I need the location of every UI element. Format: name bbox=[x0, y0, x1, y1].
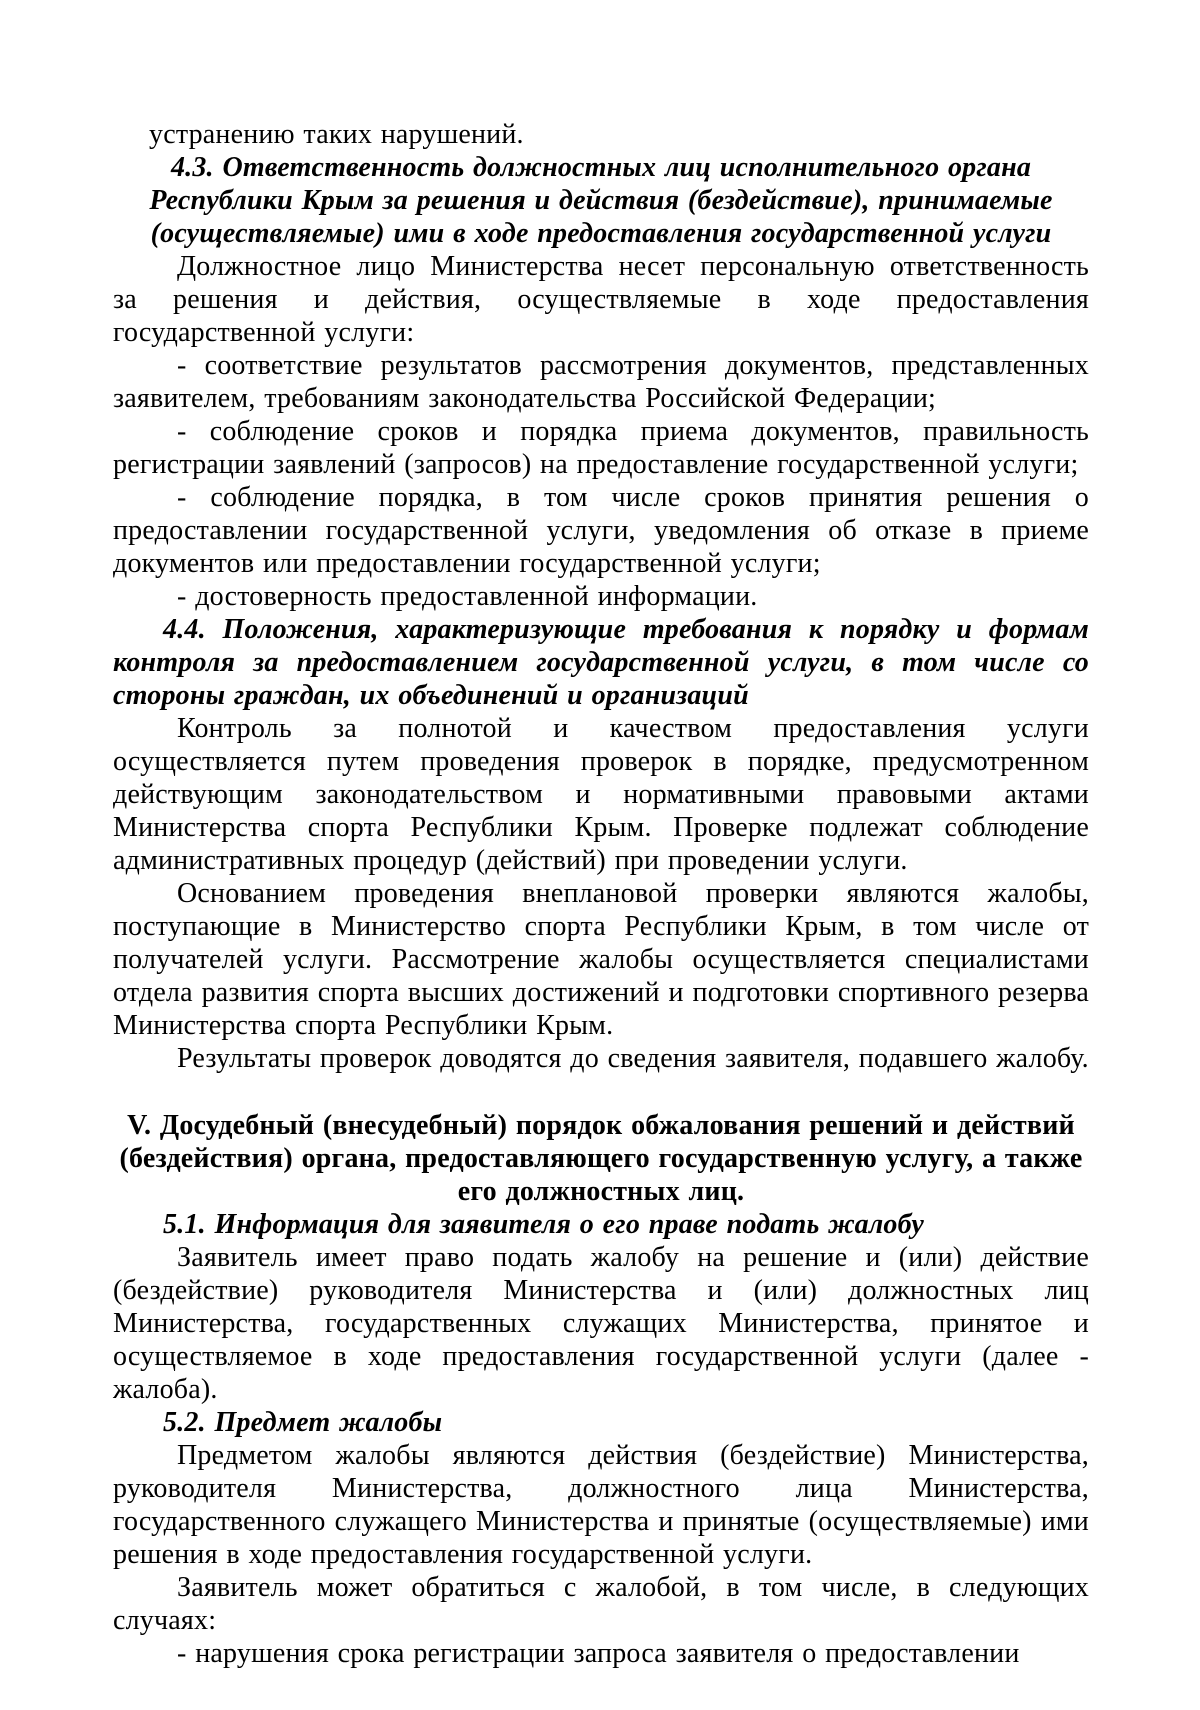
list-item-compliance-order: - соблюдение порядка, в том числе сроков принятия решения о предоставлении государственной услуги, уведомления об отказе в приеме документов или предоставлении государственной услуги; bbox=[113, 482, 1089, 579]
chapter-v-heading: V. Досудебный (внесудебный) порядок обжалования решений и действий (бездействия) органа, предоставляющего государственную услугу, а также его должностных лиц. bbox=[119, 1110, 1083, 1207]
body-paragraph-registration-violation: - нарушения срока регистрации запроса заявителя о предоставлении bbox=[177, 1638, 1020, 1669]
section-4-4-heading: 4.4. Положения, характеризующие требования к порядку и формам контроля за предоставлением государственной услуги, в том числе со стороны граждан, их объединений и организаций bbox=[113, 614, 1089, 711]
section-5-1-heading: 5.1. Информация для заявителя о его праве подать жалобу bbox=[163, 1209, 925, 1240]
body-paragraph-check-results: Результаты проверок доводятся до сведения заявителя, подавшего жалобу. bbox=[177, 1043, 1089, 1074]
document-content bbox=[113, 118, 1089, 1670]
paragraph-continuation: устранению таких нарушений. bbox=[149, 119, 524, 150]
list-item-information-accuracy: - достоверность предоставленной информации. bbox=[177, 581, 758, 612]
body-paragraph-unscheduled-check: Основанием проведения внеплановой проверки являются жалобы, поступающие в Министерство спорта Республики Крым, в том числе от получателей услуги. Рассмотрение жалобы осуществляется специалистами отдела развития спорта высших достижений и подготовки спортивного резерва Министерства спорта Республики Крым. bbox=[113, 878, 1089, 1041]
section-5-2-heading: 5.2. Предмет жалобы bbox=[163, 1407, 443, 1438]
body-paragraph-responsibility: Должностное лицо Министерства несет персональную ответственность за решения и действия, осуществляемые в ходе предоставления государственной услуги: bbox=[113, 251, 1089, 348]
body-paragraph-right-to-complain: Заявитель имеет право подать жалобу на решение и (или) действие (бездействие) руководителя Министерства и (или) должностных лиц Министерства, государственных служащих Министерства, принятое и осуществляемое в ходе предоставления государственной услуги (далее - жалоба). bbox=[113, 1242, 1089, 1405]
body-paragraph-complaint-subject: Предметом жалобы являются действия (бездействие) Министерства, руководителя Министерства, должностного лица Министерства, государственного служащего Министерства и принятые (осуществляемые) ими решения в ходе предоставления государственной услуги. bbox=[113, 1440, 1089, 1570]
list-item-compliance-terms: - соблюдение сроков и порядка приема документов, правильность регистрации заявлений (запросов) на предоставление государственной услуги; bbox=[113, 416, 1089, 480]
section-4-3-heading: 4.3. Ответственность должностных лиц исполнительного органа Республики Крым за решения и действия (бездействие), принимаемые (осуществляемые) ими в ходе предоставления государственной услуги bbox=[149, 152, 1053, 249]
list-item-compliance-results: - соответствие результатов рассмотрения документов, представленных заявителем, требованиям законодательства Российской Федерации; bbox=[113, 350, 1089, 414]
body-paragraph-complaint-cases: Заявитель может обратиться с жалобой, в том числе, в следующих случаях: bbox=[113, 1572, 1089, 1636]
body-paragraph-control: Контроль за полнотой и качеством предоставления услуги осуществляется путем проведения проверок в порядке, предусмотренном действующим законодательством и нормативными правовыми актами Министерства спорта Республики Крым. Проверке подлежат соблюдение административных процедур (действий) при проведении услуги. bbox=[113, 713, 1089, 876]
